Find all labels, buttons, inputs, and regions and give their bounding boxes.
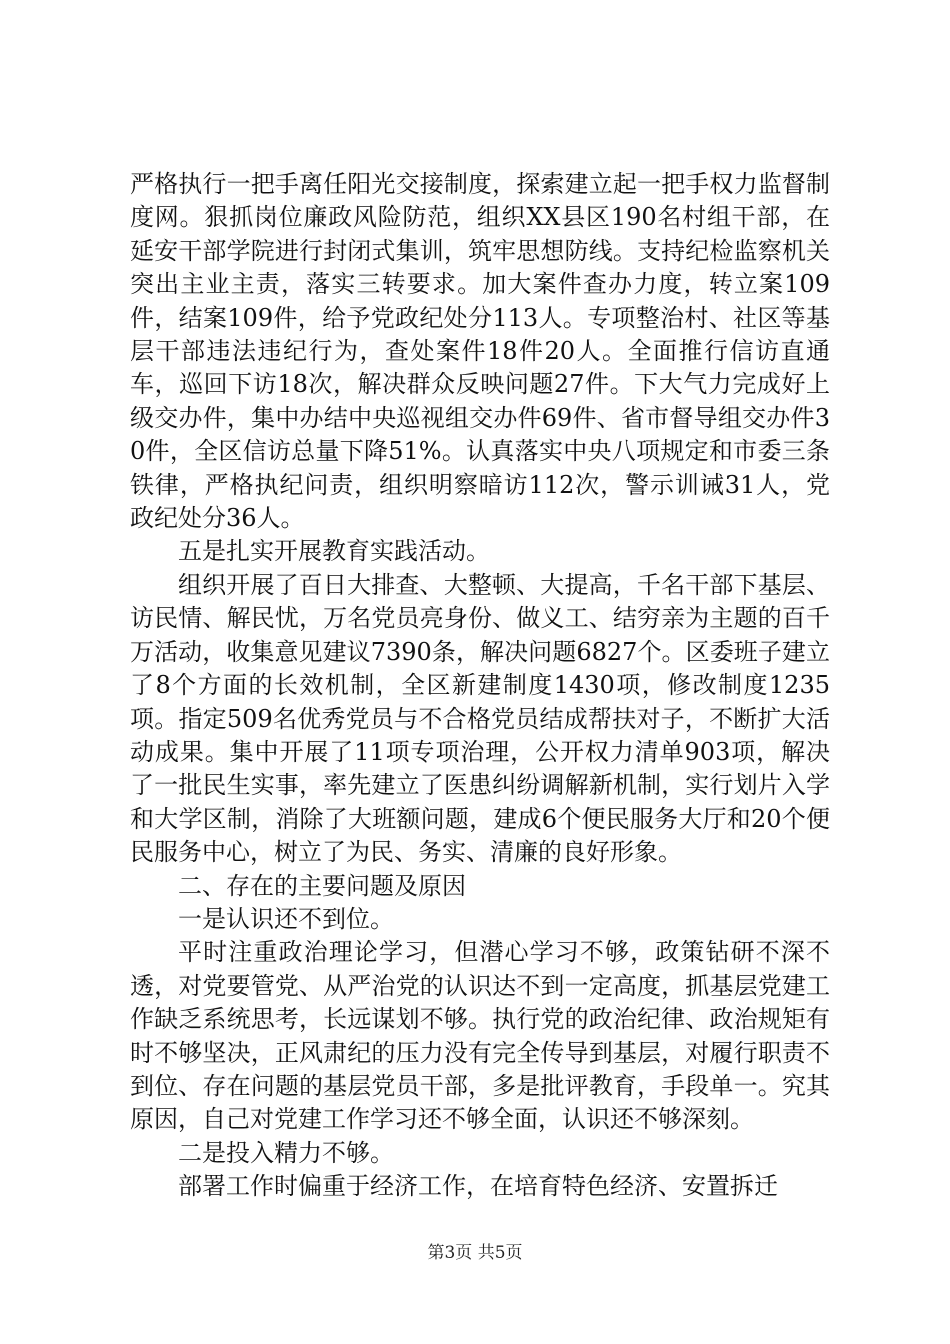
paragraph-supervision: 严格执行一把手离任阳光交接制度，探索建立起一把手权力监督制度网。狠抓岗位廉政风险防范，组织XX县区190名村组干部，在延安干部学院进行封闭式集训，筑牢思想防线。支持纪检监察机关突出主业主责，落实三转要求。加大案件查办力度，转立案109件，结案109件，给予党政纪处分113人。专项整治村、社区等基层干部违法违纪行为，查处案件18件20人。全面推行信访直通车，巡回下访18次，解决群众反映问题27件。下大气力完成好上级交办件，集中办结中央巡视组交办件69件、省市督导组交办件30件，全区信访总量下降51%。认真落实中央八项规定和市委三条铁律，严格执纪问责，组织明察暗访112次，警示训诫31人，党政纪处分36人。: [130, 170, 830, 533]
section-heading-problems: 二、存在的主要问题及原因: [178, 871, 466, 900]
heading-awareness: 一是认识还不到位。: [178, 904, 394, 933]
paragraph-education-practice: 组织开展了百日大排查、大整顿、大提高，千名干部下基层、访民情、解民忧，万名党员亮身份、做义工、结穷亲为主题的百千万活动，收集意见建议7390条，解决问题6827个。区委班子建立了8个方面的长效机制，全区新建制度1430项，修改制度1235项。指定509名优秀党员与不合格党员结成帮扶对子，不断扩大活动成果。集中开展了11项专项治理，公开权力清单903项，解决了一批民生实事，率先建立了医患纠纷调解新机制，实行划片入学和大学区制，消除了大班额问题，建成6个便民服务大厅和20个便民服务中心，树立了为民、务实、清廉的良好形象。: [130, 570, 830, 867]
paragraph-energy: 部署工作时偏重于经济工作，在培育特色经济、安置拆迁: [178, 1172, 778, 1201]
document-body: [130, 168, 830, 1204]
paragraph-awareness: 平时注重政治理论学习，但潜心学习不够，政策钻研不深不透，对党要管党、从严治党的认识达不到一定高度，抓基层党建工作缺乏系统思考，长远谋划不够。执行党的政治纪律、政治规矩有时不够坚决，正风肃纪的压力没有完全传导到基层，对履行职责不到位、存在问题的基层党员干部，多是批评教育，手段单一。究其原因，自己对党建工作学习还不够全面，认识还不够深刻。: [130, 938, 830, 1134]
heading-energy: 二是投入精力不够。: [178, 1138, 394, 1167]
heading-education-practice: 五是扎实开展教育实践活动。: [178, 537, 490, 566]
page-number-footer: 第3页 共5页: [427, 1243, 523, 1263]
